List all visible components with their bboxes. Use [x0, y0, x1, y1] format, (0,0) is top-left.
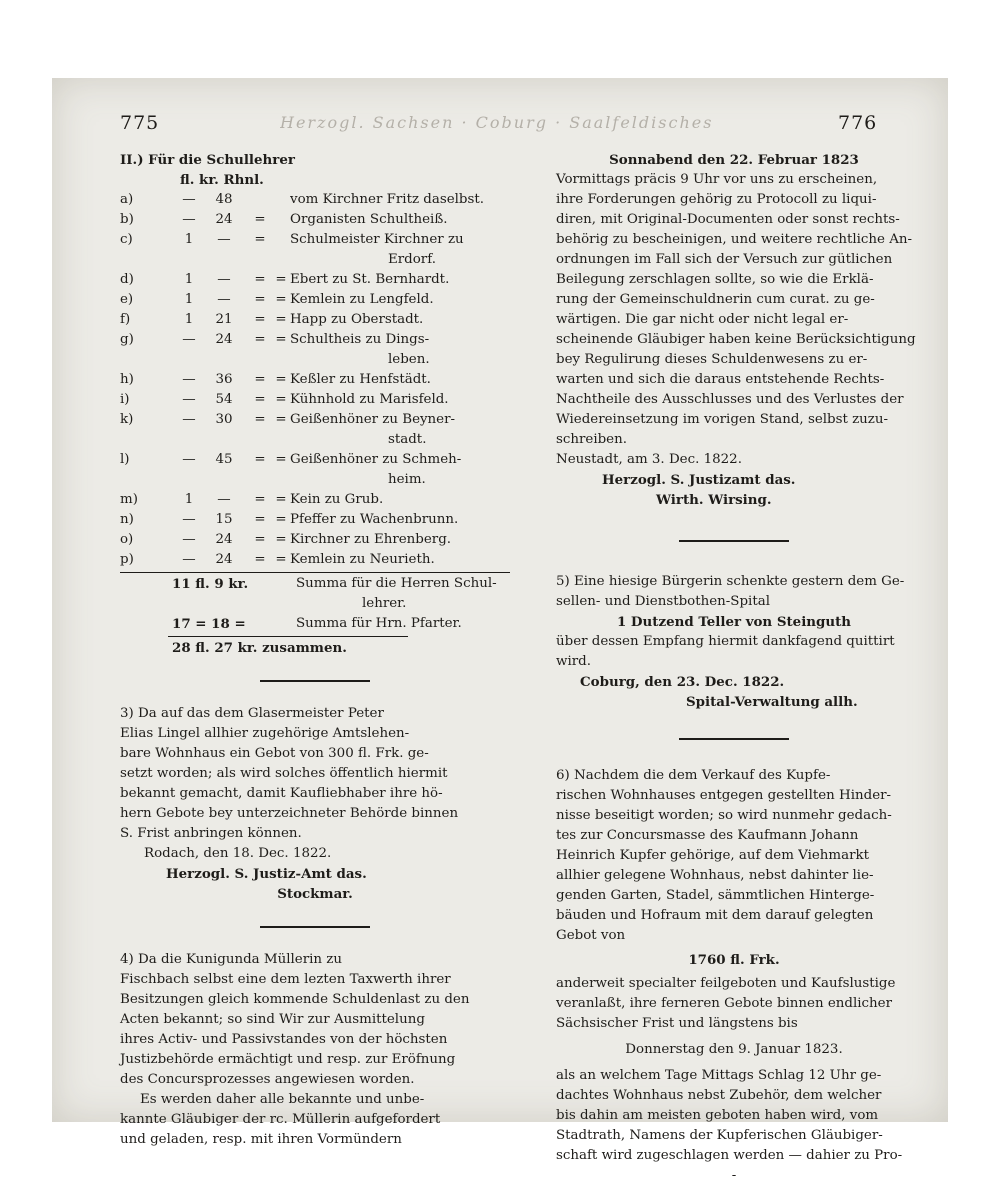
row-ditto: =	[254, 532, 266, 547]
page-number-left: 775	[120, 112, 160, 134]
summons-text	[556, 170, 916, 450]
payment-row	[120, 510, 510, 530]
row-letter: b)	[120, 212, 134, 227]
row-recipient-cont: heim.	[388, 472, 426, 487]
total-line: 28 fl. 27 kr. zusammen.	[172, 640, 347, 656]
text-line: bare Wohnhaus ein Gebot von 300 fl. Frk. ge-	[120, 746, 429, 761]
row-kreuzer: 45	[215, 452, 233, 467]
text-line: als an welchem Tage Mittags Schlag 12 Uhr ge-	[556, 1068, 882, 1083]
payment-row	[120, 310, 510, 330]
sum-teachers	[120, 574, 510, 594]
text-line: wärtigen. Die gar nicht oder nicht legal er-	[556, 312, 849, 327]
row-kreuzer: 21	[215, 312, 233, 327]
section-divider	[679, 738, 789, 740]
text-line: anderweit specialter feilgeboten und Kaufslustige	[556, 976, 896, 991]
page-number-right: 776	[838, 112, 878, 134]
row-florin: —	[182, 512, 196, 527]
text-line: Fischbach selbst eine dem lezten Taxwerth ihrer	[120, 972, 451, 987]
row-letter: f)	[120, 312, 131, 327]
row-kreuzer: 30	[215, 412, 233, 427]
row-recipient: Kemlein zu Lengfeld.	[290, 292, 434, 307]
text-line: Heinrich Kupfer gehörige, auf dem Viehmarkt	[556, 848, 870, 863]
text-line: scheinende Gläubiger haben keine Berücksichtigung	[556, 332, 916, 347]
row-letter: d)	[120, 272, 134, 287]
sum-teachers-amount: 11 fl. 9 kr.	[172, 576, 249, 592]
row-letter: e)	[120, 292, 134, 307]
row-letter: o)	[120, 532, 134, 547]
row-kreuzer: 54	[215, 392, 233, 407]
notice-6	[556, 766, 912, 946]
row-ditto: =	[275, 392, 287, 407]
text-line: Nachtheile des Ausschlusses und des Verlustes der	[556, 392, 904, 407]
summons-office: Herzogl. S. Justizamt das.	[602, 472, 796, 488]
hearing-date: Sonnabend den 22. Februar 1823	[609, 152, 859, 168]
row-florin: —	[182, 552, 196, 567]
text-line: Stadtrath, Namens der Kupferischen Gläubiger-	[556, 1128, 883, 1143]
text-line: schaft wird zugeschlagen werden — dahier zu Pro-	[556, 1148, 903, 1163]
row-recipient: Geißenhöner zu Schmeh-	[290, 452, 462, 467]
payment-list	[120, 190, 510, 570]
text-line: Wiedereinsetzung im vorigen Stand, selbst zuzu-	[556, 412, 888, 427]
text-line: Besitzungen gleich kommende Schuldenlast zu den	[120, 992, 470, 1007]
notice-5-item: 1 Dutzend Teller von Steinguth	[616, 614, 852, 630]
row-kreuzer: —	[217, 272, 231, 287]
row-ditto: =	[254, 412, 266, 427]
row-kreuzer: 24	[215, 552, 233, 567]
notice-3-signer: Stockmar.	[277, 886, 353, 902]
row-recipient: Kemlein zu Neurieth.	[290, 552, 435, 567]
row-letter: i)	[120, 392, 130, 407]
notice-4	[120, 950, 510, 1090]
row-kreuzer: —	[217, 232, 231, 247]
row-kreuzer: 24	[215, 212, 233, 227]
text-line: rung der Gemeinschuldnerin cum curat. zu ge-	[556, 292, 875, 307]
text-line: sellen- und Dienstbothen-Spital	[556, 594, 770, 609]
left-column	[120, 150, 510, 1150]
row-ditto: =	[275, 412, 287, 427]
text-line: bis dahin am meisten geboten haben wird, vom	[556, 1108, 879, 1123]
row-letter: a)	[120, 192, 134, 207]
text-line: 4) Da die Kunigunda Müllerin zu	[120, 952, 342, 967]
payment-row	[120, 190, 510, 210]
text-line: rischen Wohnhauses entgegen gestellten Hinder-	[556, 788, 892, 803]
text-line: und geladen, resp. mit ihren Vormündern	[120, 1132, 402, 1147]
text-line: ihres Activ- und Passivstandes von der höchsten	[120, 1032, 448, 1047]
row-ditto: =	[275, 552, 287, 567]
text-line: ordnungen im Fall sich der Versuch zur gütlichen	[556, 252, 893, 267]
text-line: über dessen Empfang hiermit dankfagend quittirt	[556, 634, 895, 649]
row-florin: —	[182, 412, 196, 427]
row-florin: —	[182, 392, 196, 407]
row-recipient: Organisten Schultheiß.	[290, 212, 448, 227]
row-letter: k)	[120, 412, 134, 427]
row-ditto: =	[275, 492, 287, 507]
total-rule	[168, 636, 408, 637]
notice-3-place: Rodach, den 18. Dec. 1822.	[144, 846, 332, 861]
text-line: Acten bekannt; so sind Wir zur Ausmittelung	[120, 1012, 425, 1027]
text-line: hern Gebote bey unterzeichneter Behörde binnen	[120, 806, 459, 821]
text-line: 3) Da auf das dem Glasermeister Peter	[120, 706, 384, 721]
row-florin: —	[182, 532, 196, 547]
row-ditto: =	[254, 312, 266, 327]
text-line: Elias Lingel allhier zugehörige Amtslehen-	[120, 726, 410, 741]
payment-row	[120, 370, 510, 390]
notice-5-rest	[556, 632, 912, 672]
row-ditto: =	[275, 372, 287, 387]
notice-3-office: Herzogl. S. Justiz-Amt das.	[166, 866, 367, 882]
row-ditto: =	[254, 552, 266, 567]
row-kreuzer: —	[217, 492, 231, 507]
row-ditto	[272, 230, 290, 250]
currency-units: fl. kr. Rhnl.	[180, 172, 264, 188]
text-line: Gebot von	[556, 928, 626, 943]
row-florin: —	[182, 212, 196, 227]
row-ditto: =	[275, 332, 287, 347]
row-ditto: =	[254, 392, 266, 407]
row-ditto: =	[254, 492, 266, 507]
row-ditto: =	[275, 452, 287, 467]
notice-4-continued	[120, 1090, 510, 1150]
row-recipient: Kirchner zu Ehrenberg.	[290, 532, 452, 547]
row-florin: 1	[184, 272, 194, 287]
section-divider	[260, 680, 370, 682]
row-kreuzer: 36	[215, 372, 233, 387]
row-recipient: Kein zu Grub.	[290, 492, 384, 507]
payment-row	[120, 210, 510, 230]
payment-row	[120, 290, 510, 310]
row-recipient: Happ zu Oberstadt.	[290, 312, 424, 327]
text-line: bäuden und Hofraum mit dem darauf gelegten	[556, 908, 874, 923]
payment-row	[120, 530, 510, 550]
row-letter: p)	[120, 552, 134, 567]
summons-signers: Wirth. Wirsing.	[656, 492, 772, 508]
row-ditto: =	[254, 512, 266, 527]
right-column	[556, 150, 916, 1186]
row-recipient-cont: stadt.	[388, 432, 427, 447]
text-line: ihre Forderungen gehörig zu Protocoll zu liqui-	[556, 192, 877, 207]
row-ditto: =	[254, 272, 266, 287]
row-ditto: =	[254, 332, 266, 347]
row-recipient: Ebert zu St. Bernhardt.	[290, 272, 450, 287]
text-line: bey Regulirung dieses Schuldenwesens zu er-	[556, 352, 868, 367]
row-recipient: Pfeffer zu Wachenbrunn.	[290, 512, 459, 527]
text-line: tes zur Concursmasse des Kaufmann Johann	[556, 828, 859, 843]
notice-6-more	[556, 974, 912, 1034]
notice-6-end	[556, 1066, 912, 1166]
text-line: kannte Gläubiger der rc. Müllerin aufgefordert	[120, 1112, 441, 1127]
sum-pastor-amount: 17 = 18 =	[172, 616, 246, 632]
text-line: behörig zu bescheinigen, und weitere rechtliche An-	[556, 232, 913, 247]
text-line: 6) Nachdem die dem Verkauf des Kupfe-	[556, 768, 831, 783]
row-florin: 1	[184, 232, 194, 247]
row-recipient-cont: leben.	[388, 352, 430, 367]
text-line: genden Garten, Stadel, sämmtlichen Hinterge-	[556, 888, 875, 903]
footer-mark: -	[731, 1168, 737, 1183]
sum-teachers-cont: lehrer.	[362, 596, 407, 611]
row-florin: 1	[184, 312, 194, 327]
section-divider	[260, 926, 370, 928]
row-ditto: =	[254, 372, 266, 387]
row-recipient: Schultheis zu Dings-	[290, 332, 430, 347]
sum-teachers-label: Summa für die Herren Schul-	[296, 576, 497, 591]
sum-pastor-label: Summa für Hrn. Pfarter.	[296, 616, 462, 631]
row-florin: 1	[184, 292, 194, 307]
text-line: des Concursprozesses angewiesen worden.	[120, 1072, 415, 1087]
text-line: dachtes Wohnhaus nebst Zubehör, dem welcher	[556, 1088, 882, 1103]
section-divider	[679, 540, 789, 542]
row-letter: h)	[120, 372, 134, 387]
row-florin: —	[182, 192, 196, 207]
row-letter: m)	[120, 492, 138, 507]
payment-row	[120, 330, 510, 350]
sum-pastor	[120, 614, 510, 634]
text-line: bekannt gemacht, damit Kaufliebhaber ihre hö-	[120, 786, 443, 801]
text-line: wird.	[556, 654, 591, 669]
row-ditto	[272, 190, 290, 210]
section-heading: II.) Für die Schullehrer	[120, 152, 295, 168]
row-letter: l)	[120, 452, 130, 467]
row-ditto: =	[275, 292, 287, 307]
text-line: S. Frist anbringen können.	[120, 826, 302, 841]
text-line: 5) Eine hiesige Bürgerin schenkte gestern dem Ge-	[556, 574, 905, 589]
payment-row	[120, 230, 510, 250]
text-line: Sächsischer Frist und längstens bis	[556, 1016, 798, 1031]
row-recipient: Geißenhöner zu Beyner-	[290, 412, 456, 427]
row-florin: —	[182, 372, 196, 387]
notice-5	[556, 572, 912, 612]
text-line: Beilegung zerschlagen sollte, so wie die Erklä-	[556, 272, 874, 287]
row-recipient: Schulmeister Kirchner zu	[290, 232, 464, 247]
text-line: nisse beseitigt worden; so wird nunmehr gedach-	[556, 808, 892, 823]
row-florin: —	[182, 452, 196, 467]
sum-rule	[120, 572, 510, 573]
row-kreuzer: 48	[215, 192, 233, 207]
row-kreuzer: 24	[215, 532, 233, 547]
text-line: Justizbehörde ermächtigt und resp. zur Eröfnung	[120, 1052, 456, 1067]
notice-3	[120, 704, 510, 844]
payment-row	[120, 390, 510, 410]
text-line: diren, mit Original-Documenten oder sonst rechts-	[556, 212, 900, 227]
row-kreuzer: 15	[215, 512, 233, 527]
text-line: Es werden daher alle bekannte und unbe-	[140, 1092, 425, 1107]
row-ditto	[272, 210, 290, 230]
row-ditto	[248, 190, 272, 210]
row-letter: c)	[120, 232, 133, 247]
row-ditto: =	[254, 212, 266, 227]
payment-row	[120, 490, 510, 510]
row-letter: g)	[120, 332, 134, 347]
row-florin: —	[182, 332, 196, 347]
text-line: Vormittags präcis 9 Uhr vor uns zu erscheinen,	[556, 172, 878, 187]
row-letter: n)	[120, 512, 134, 527]
row-recipient: Kühnhold zu Marisfeld.	[290, 392, 449, 407]
notice-6-date: Donnerstag den 9. Januar 1823.	[625, 1042, 843, 1057]
row-ditto: =	[254, 232, 266, 247]
row-florin: 1	[184, 492, 194, 507]
notice-5-place: Coburg, den 23. Dec. 1822.	[580, 674, 785, 690]
payment-row	[120, 410, 510, 430]
payment-row	[120, 550, 510, 570]
row-ditto: =	[275, 312, 287, 327]
text-line: warten und sich die daraus entstehende Rechts-	[556, 372, 885, 387]
text-line: veranlaßt, ihre ferneren Gebote binnen endlicher	[556, 996, 892, 1011]
payment-row	[120, 450, 510, 470]
row-ditto: =	[254, 452, 266, 467]
row-ditto: =	[275, 532, 287, 547]
row-ditto: =	[275, 272, 287, 287]
notice-5-signer: Spital-Verwaltung allh.	[686, 694, 858, 710]
text-line: allhier gelegene Wohnhaus, nebst dahinter lie-	[556, 868, 874, 883]
row-recipient-cont: Erdorf.	[388, 252, 436, 267]
row-kreuzer: 24	[215, 332, 233, 347]
summons-place: Neustadt, am 3. Dec. 1822.	[556, 452, 742, 467]
row-ditto: =	[275, 512, 287, 527]
row-recipient: vom Kirchner Fritz daselbst.	[290, 192, 484, 207]
text-line: setzt worden; als wird solches öffentlich hiermit	[120, 766, 448, 781]
row-recipient: Keßler zu Henfstädt.	[290, 372, 431, 387]
row-kreuzer: —	[217, 292, 231, 307]
notice-6-amount: 1760 fl. Frk.	[688, 952, 780, 968]
running-head: Herzogl. Sachsen · Coburg · Saalfeldisches	[280, 113, 714, 132]
text-line: schreiben.	[556, 432, 627, 447]
row-ditto: =	[254, 292, 266, 307]
payment-row	[120, 270, 510, 290]
